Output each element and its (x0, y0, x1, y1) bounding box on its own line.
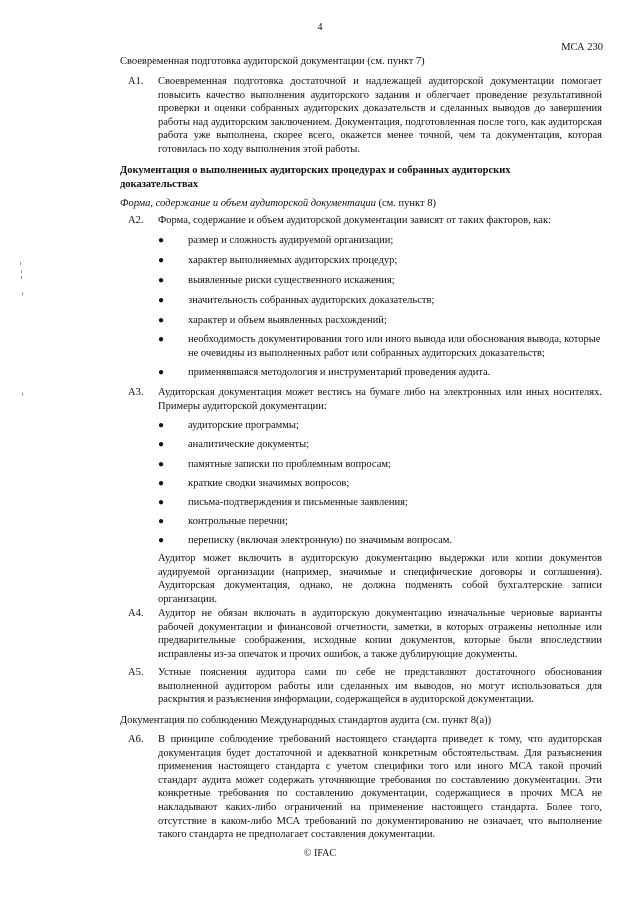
bullet-icon: ● (158, 367, 165, 378)
section-heading-timely-preparation: Своевременная подготовка аудиторской документации (см. пункт 7) (120, 56, 425, 67)
paragraph-number-a6: A6. (128, 734, 144, 745)
bullet-icon: ● (158, 439, 165, 450)
bullet-icon: ● (158, 497, 165, 508)
paragraph-a3: Аудиторская документация может вестись на бумаге либо на электронных или иных носителях. Примеры аудиторской документации: (158, 387, 602, 412)
paragraph-a6: В принципе соблюдение требований настоящего стандарта приведет к тому, что аудиторская документация будет достаточной и адекватной конкретным обстоятельствам. Для разъяснения применения настоящего стандарта с учетом специфики того или иного МСА такой прочий стандарт аудита может содержать уточняющие требования по составлению документации. Эти конкретные требования по составлению документации, содержащиеся в прочих МСА не накладывают каких-либо ограничений на применение настоящего стандарта. Более того, отсутствие в каком-либо МСА требований по документированию не означает, что выполнение такого стандарта не предполагает составления документации. (158, 734, 602, 841)
paragraph-number-a2: A2. (128, 215, 144, 226)
bullet-icon: ● (158, 420, 165, 431)
paragraph-a3-closing: Аудитор может включить в аудиторскую документацию выдержки или копии документов аудируемой организации (например, значимые и специфические договоры и соглашения). Аудиторская документация, однако, не должна подменять собой бухгалтерские записи организации. (158, 553, 602, 605)
bullet-icon: ● (158, 275, 165, 286)
page-number: 4 (317, 22, 323, 33)
bullet-icon: ● (158, 516, 165, 527)
list-item: памятные записки по проблемным вопросам; (188, 459, 391, 470)
paragraph-number-a4: A4. (128, 608, 144, 619)
scan-speck (22, 393, 23, 396)
list-item: аудиторские программы; (188, 420, 299, 431)
scan-speck (21, 270, 22, 273)
document-code: МСА 230 (561, 42, 603, 53)
bullet-icon: ● (158, 235, 165, 246)
bullet-icon: ● (158, 478, 165, 489)
list-item: переписку (включая электронную) по значимым вопросам. (188, 535, 453, 546)
list-item: контрольные перечни; (188, 516, 288, 527)
list-item: применявшаяся методология и инструментарий проведения аудита. (188, 367, 491, 378)
list-item: аналитические документы; (188, 439, 310, 450)
subheading-italic: Форма, содержание и объем аудиторской документации (120, 198, 376, 209)
bullet-icon: ● (158, 315, 165, 326)
list-item: письма-подтверждения и письменные заявления; (188, 497, 408, 508)
bullet-icon: ● (158, 255, 165, 266)
paragraph-number-a1: A1. (128, 76, 144, 87)
list-item: необходимость документирования того или иного вывода или обоснования вывода, которые не очевидны из выполненных работ или собранных аудиторских доказательств; (188, 334, 601, 359)
paragraph-number-a3: A3. (128, 387, 144, 398)
subheading-form-content (120, 197, 602, 211)
bullet-icon: ● (158, 295, 165, 306)
bullet-icon: ● (158, 459, 165, 470)
section-heading-documentation: Документация о выполненных аудиторских процедурах и собранных аудиторских доказательствах (120, 165, 511, 190)
paragraph-a2: Форма, содержание и объем аудиторской документации зависят от таких факторов, как: (158, 215, 551, 226)
list-item: характер выполняемых аудиторских процедур; (188, 255, 398, 266)
footer-copyright: © IFAC (303, 848, 337, 859)
bullet-icon: ● (158, 535, 165, 546)
paragraph-a4: Аудитор не обязан включать в аудиторскую документацию изначальные черновые варианты рабочей документации и финансовой отчетности, заметки, в которых отражены неполные или предварительные соображения, исходные копии документов, которые были впоследствии исправлены из-за опечаток и прочих ошибок, а также дублирующие документы. (158, 608, 602, 660)
list-item: размер и сложность аудируемой организации; (188, 235, 394, 246)
subheading-ref: (см. пункт 8) (375, 198, 436, 209)
paragraph-number-a5: A5. (128, 667, 144, 678)
scan-speck (21, 276, 22, 279)
list-item: краткие сводки значимых вопросов; (188, 478, 350, 489)
list-item: выявленные риски существенного искажения; (188, 275, 395, 286)
paragraph-a5: Устные пояснения аудитора сами по себе не представляют достаточного обоснования выполненной аудитором работы или сделанных им выводов, но могут использоваться для раскрытия и разъяснения информации, содержащейся в аудиторской документации. (158, 667, 602, 706)
scan-speck (20, 262, 21, 265)
section-heading-isa-compliance: Документация по соблюдению Международных стандартов аудита (см. пункт 8(а)) (120, 715, 492, 726)
bullet-icon: ● (158, 334, 165, 345)
list-item: характер и объем выявленных расхождений; (188, 315, 387, 326)
paragraph-a1: Своевременная подготовка достаточной и надлежащей аудиторской документации помогает повысить качество выполнения аудиторского задания и облегчает проведение результативной проверки и оценки собранных аудиторских доказательств и сделанных выводов до завершения работы над аудиторским заключением. Документация, подготовленная после того, как аудиторская работа уже выполнена, скорее всего, окажется менее точной, чем та документация, которая готовилась по ходу выполнения этой работы. (158, 76, 602, 155)
list-item: значительность собранных аудиторских доказательств; (188, 295, 435, 306)
scan-speck (22, 292, 23, 295)
